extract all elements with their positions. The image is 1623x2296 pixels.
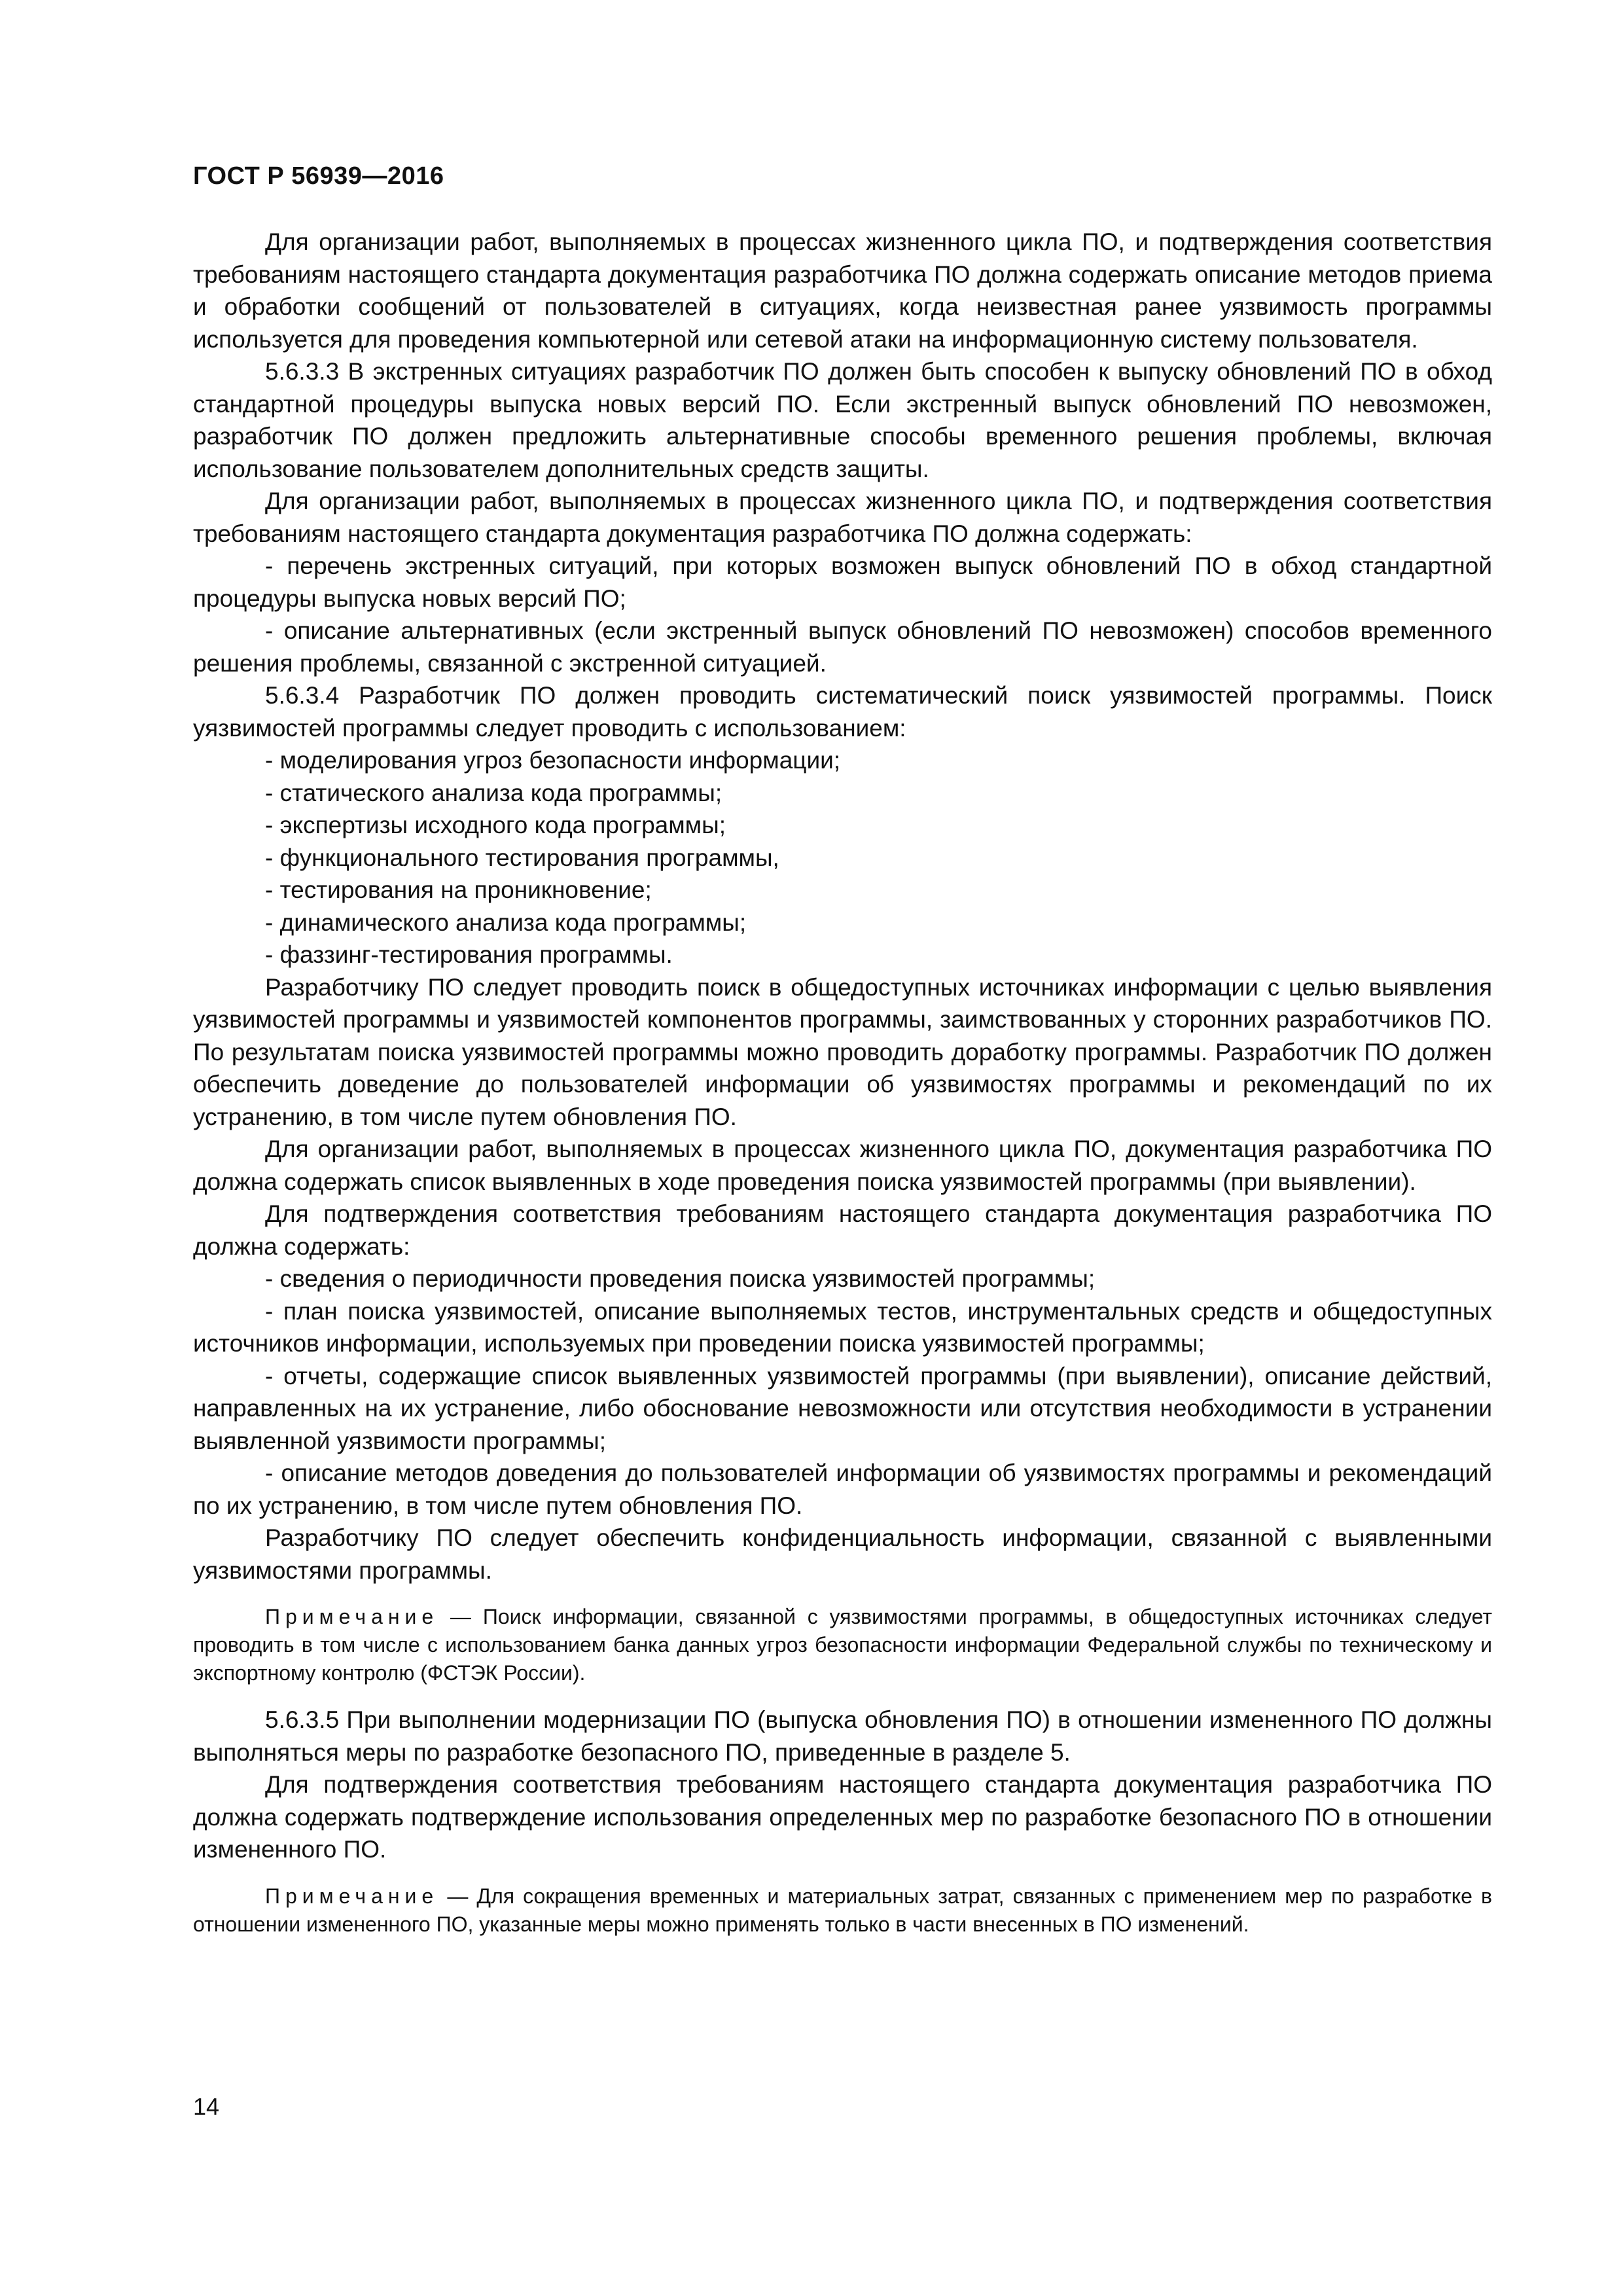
list-item: - экспертизы исходного кода программы; bbox=[265, 812, 726, 838]
paragraph: Для подтверждения соответствия требованиям настоящего стандарта документация разработчика ПО должна содержать подтверждение использования определенных мер по разработке безопасного ПО в отношении измененного ПО. bbox=[193, 1771, 1492, 1863]
list-item: - описание альтернативных (если экстренный выпуск обновлений ПО невозможен) способов временного решения проблемы, связанной с экстренной ситуацией. bbox=[193, 617, 1492, 677]
paragraph: Для организации работ, выполняемых в процессах жизненного цикла ПО, и подтверждения соответствия требованиям настоящего стандарта документация разработчика ПО должна содержать описание методов приема и обработки сообщений от пользователей в ситуациях, когда неизвестная ранее уязвимость программы используется для проведения компьютерной или сетевой атаки на информационную систему пользователя. bbox=[193, 228, 1492, 353]
list-item: - описание методов доведения до пользователей информации об уязвимостях программы и рекомендаций по их устранению, в том числе путем обновления ПО. bbox=[193, 1460, 1492, 1519]
note-2 bbox=[193, 1882, 1492, 1939]
paragraph: Для организации работ, выполняемых в процессах жизненного цикла ПО, документация разработчика ПО должна содержать список выявленных в ходе проведения поиска уязвимостей программы (при выявлении). bbox=[193, 1136, 1492, 1195]
paragraph-5-6-3-3: 5.6.3.3 В экстренных ситуациях разработчик ПО должен быть способен к выпуску обновлений ПО в обход стандартной процедуры выпуска новых версий ПО. Если экстренный выпуск обновлений ПО невозможен, разработчик ПО должен предложить альтернативные способы временного решения проблемы, включая использование пользователем дополнительных средств защиты. bbox=[193, 358, 1492, 482]
list-item: - динамического анализа кода программы; bbox=[265, 908, 747, 936]
list-item: - функционального тестирования программы, bbox=[265, 844, 779, 871]
paragraph-5-6-3-4: 5.6.3.4 Разработчик ПО должен проводить систематический поиск уязвимостей программы. Поиск уязвимостей программы следует проводить с использованием: bbox=[193, 682, 1492, 742]
list-item: - тестирования на проникновение; bbox=[265, 876, 652, 903]
paragraph: Для организации работ, выполняемых в процессах жизненного цикла ПО, и подтверждения соответствия требованиям настоящего стандарта документация разработчика ПО должна содержать: bbox=[193, 488, 1492, 547]
note-text: — Для сокращения временных и материальных затрат, связанных с применением мер по разработке в отношении измененного ПО, указанные меры можно применять только в части внесенных в ПО изменений. bbox=[193, 1884, 1493, 1936]
document-body bbox=[193, 226, 1492, 1955]
note-text: — Поиск информации, связанной с уязвимостями программы, в общедоступных источниках следует проводить в том числе с использованием банка данных угроз безопасности информации Федеральной службы по техническому и экспортному контролю (ФСТЭК России). bbox=[193, 1605, 1493, 1685]
list-item: - план поиска уязвимостей, описание выполняемых тестов, инструментальных средств и общедоступных источников информации, используемых при проведении поиска уязвимостей программы; bbox=[193, 1297, 1492, 1357]
list-item: - сведения о периодичности проведения поиска уязвимостей программы; bbox=[265, 1265, 1096, 1292]
paragraph: Для подтверждения соответствия требованиям настоящего стандарта документация разработчика ПО должна содержать: bbox=[193, 1200, 1492, 1260]
paragraph: Разработчику ПО следует обеспечить конфиденциальность информации, связанной с выявленными уязвимостями программы. bbox=[193, 1524, 1492, 1584]
document-header: ГОСТ Р 56939—2016 bbox=[193, 162, 444, 190]
note-label: Примечание bbox=[265, 1605, 439, 1628]
note-label: Примечание bbox=[265, 1884, 439, 1908]
paragraph-5-6-3-5: 5.6.3.5 При выполнении модернизации ПО (выпуска обновления ПО) в отношении измененного ПО должны выполняться меры по разработке безопасного ПО, приведенные в разделе 5. bbox=[193, 1706, 1492, 1766]
list-item: - статического анализа кода программы; bbox=[265, 779, 722, 806]
list-item: - моделирования угроз безопасности информации; bbox=[265, 747, 841, 774]
list-item: - перечень экстренных ситуаций, при которых возможен выпуск обновлений ПО в обход стандартной процедуры выпуска новых версий ПО; bbox=[193, 552, 1492, 612]
list-item: - отчеты, содержащие список выявленных уязвимостей программы (при выявлении), описание действий, направленных на их устранение, либо обоснование невозможности или отсутствия необходимости в устранении выявленной уязвимости программы; bbox=[193, 1362, 1492, 1454]
paragraph: Разработчику ПО следует проводить поиск в общедоступных источниках информации с целью выявления уязвимостей программы и уязвимостей компонентов программы, заимствованных у сторонних разработчиков ПО. По результатам поиска уязвимостей программы можно проводить доработку программы. Разработчик ПО должен обеспечить доведение до пользователей информации об уязвимостях программы и рекомендаций по их устранению, в том числе путем обновления ПО. bbox=[193, 973, 1492, 1130]
list-item: - фаззинг-тестирования программы. bbox=[265, 941, 673, 968]
note-1 bbox=[193, 1603, 1492, 1687]
page-number: 14 bbox=[193, 2093, 220, 2120]
